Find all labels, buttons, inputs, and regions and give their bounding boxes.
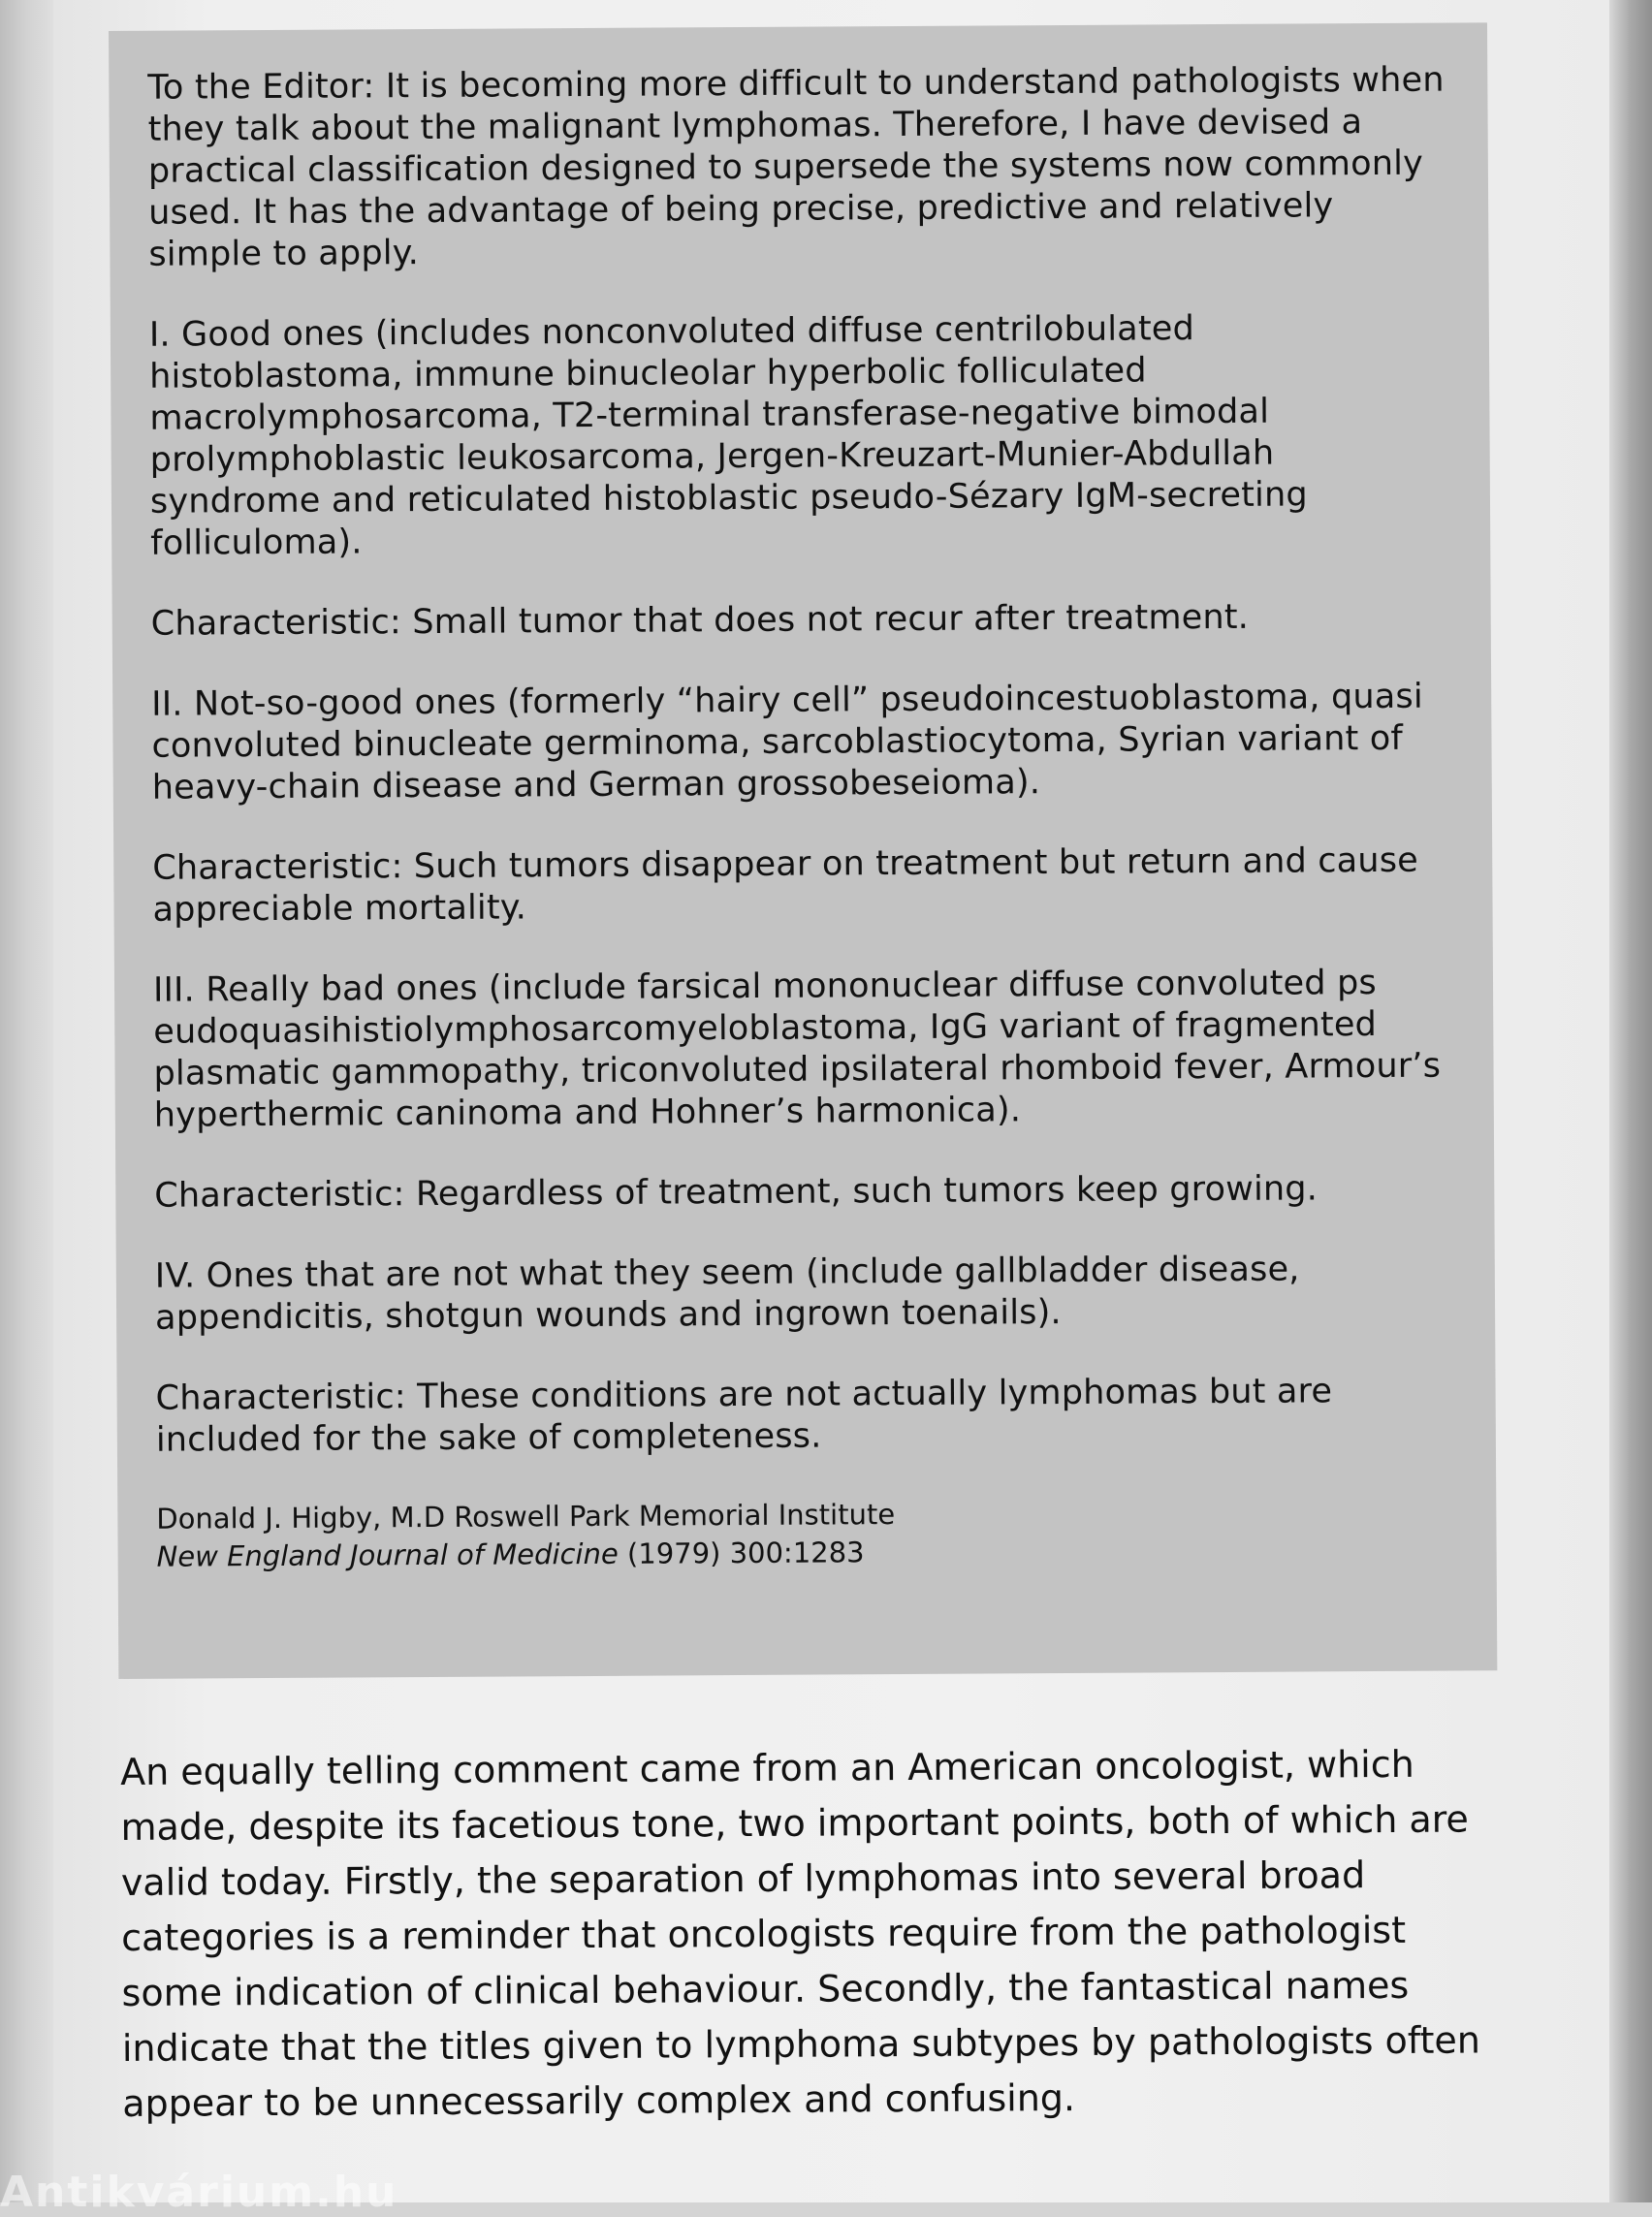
section-2-heading: II. Not-so-good ones (formerly “hairy cell” pseudoincestuoblastoma, quasi convoluted binucleate germinoma, sarcoblastiocytoma, Syrian variant of heavy-chain disease and German grossobeseioma). <box>151 677 1423 808</box>
letter-intro: To the Editor: It is becoming more difficult to understand pathologists when they talk about the malignant lymphomas. Therefore, I have devised a practical classification designed to supersede the systems now commonly used. It has the advantage of being precise, predictive and relatively simple to apply. <box>147 60 1445 274</box>
signature-journal: New England Journal of Medicine <box>156 1536 619 1573</box>
signature-citation: (1979) 300:1283 <box>618 1536 865 1570</box>
signature-author: Donald J. Higby, M.D Roswell Park Memorial Institute <box>156 1498 896 1536</box>
section-1-characteristic: Characteristic: Small tumor that does not recur after treatment. <box>150 597 1250 644</box>
signature-citation-line <box>156 1531 1457 1576</box>
letter-quote-box <box>109 22 1497 1679</box>
section-4-characteristic: Characteristic: These conditions are not actually lymphomas but are included for the sake of completeness. <box>155 1372 1333 1460</box>
body-paragraph: An equally telling comment came from an American oncologist, which made, despite its facetious tone, two important points, both of which are valid today. Firstly, the separation of lymphomas into several broad categories is a reminder that oncologists require from the pathologist some indication of clinical behaviour. Secondly, the fantastical names indicate that the titles given to lymphoma subtypes by pathologists often appear to be unnecessarily complex and confusing. <box>120 1742 1481 2125</box>
section-3-heading: III. Really bad ones (include farsical mononuclear diffuse convoluted ps eudoquasihistiolymphosarcomyeloblastoma, IgG variant of fragmented plasmatic gammopathy, triconvoluted ipsilateral rhomboid fever, Armour’s hyperthermic caninoma and Hohner’s harmonica). <box>152 964 1442 1135</box>
section-2-characteristic: Characteristic: Such tumors disappear on treatment but return and cause appreciable mortality. <box>152 840 1419 930</box>
page-edge <box>1609 0 1652 2202</box>
section-4-heading: IV. Ones that are not what they seem (include gallbladder disease, appendicitis, shotgun wounds and ingrown toenails). <box>154 1250 1300 1338</box>
watermark: Antikvárium.hu <box>0 2168 398 2217</box>
letter-signature <box>156 1493 1457 1576</box>
section-1-heading: I. Good ones (includes nonconvoluted diffuse centrilobulated histoblastoma, immune binucleolar hyperbolic folliculated macrolymphosarcoma, T2-terminal transferase-negative bimodal prolymphoblastic leukosarcoma, Jergen-Kreuzart-Munier-Abdullah syndrome and reticulated histoblastic pseudo-Sézary IgM-secreting folliculoma). <box>148 309 1308 563</box>
section-3-characteristic: Characteristic: Regardless of treatment, such tumors keep growing. <box>154 1169 1318 1216</box>
